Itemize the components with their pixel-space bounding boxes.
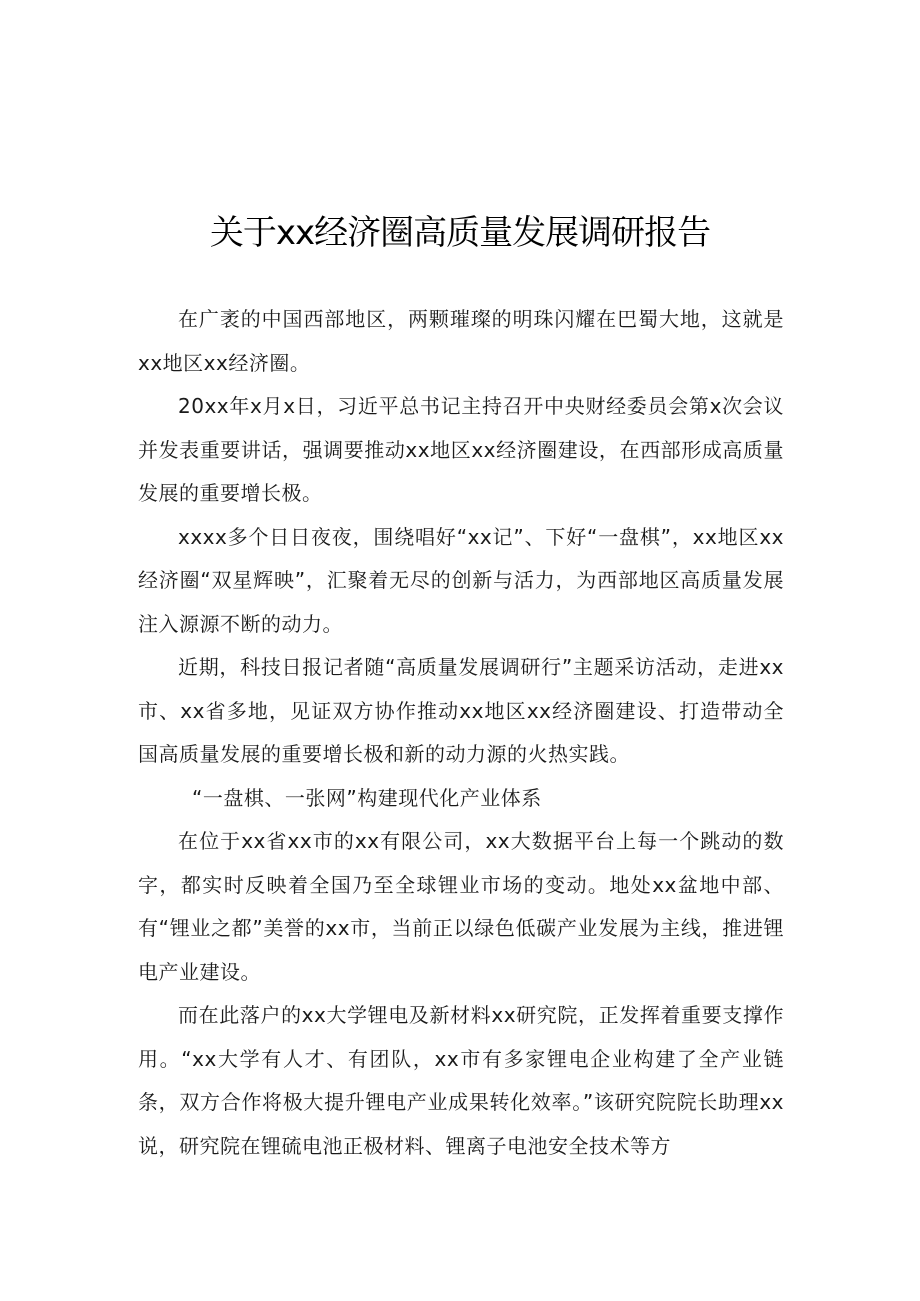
paragraph-6: 而在此落户的xx大学锂电及新材料xx研究院，正发挥着重要支撑作用。“xx大学有人才、有团队，xx市有多家锂电企业构建了全产业链条，双方合作将极大提升锂电产业成果转化效率。”该研究院院长助理xx说，研究院在锂硫电池正极材料、锂离子电池安全技术等方 bbox=[138, 1003, 784, 1158]
paragraph-5: 在位于xx省xx市的xx有限公司，xx大数据平台上每一个跳动的数字，都实时反映着全国乃至全球锂业市场的变动。地处xx盆地中部、有“锂业之都”美誉的xx市，当前正以绿色低碳产业发展为主线，推进锂电产业建设。 bbox=[138, 829, 784, 984]
paragraph-1: 在广袤的中国西部地区，两颗璀璨的明珠闪耀在巴蜀大地，这就是xx地区xx经济圈。 bbox=[138, 307, 784, 375]
document-body bbox=[138, 298, 784, 1168]
paragraph-4: 近期，科技日报记者随“高质量发展调研行”主题采访活动，走进xx市、xx省多地，见证双方协作推动xx地区xx经济圈建设、打造带动全国高质量发展的重要增长极和新的动力源的火热实践。 bbox=[138, 655, 784, 766]
paragraph-2: 20xx年x月x日，习近平总书记主持召开中央财经委员会第x次会议并发表重要讲话，强调要推动xx地区xx经济圈建设，在西部形成高质量发展的重要增长极。 bbox=[138, 394, 784, 505]
document-title: 关于xx经济圈高质量发展调研报告 bbox=[209, 212, 711, 253]
paragraph-3: xxxx多个日日夜夜，围绕唱好“xx记”、下好“一盘棋”，xx地区xx经济圈“双星辉映”，汇聚着无尽的创新与活力，为西部地区高质量发展注入源源不断的动力。 bbox=[138, 524, 784, 636]
section-subheading: “一盘棋、一张网”构建现代化产业体系 bbox=[192, 785, 542, 810]
